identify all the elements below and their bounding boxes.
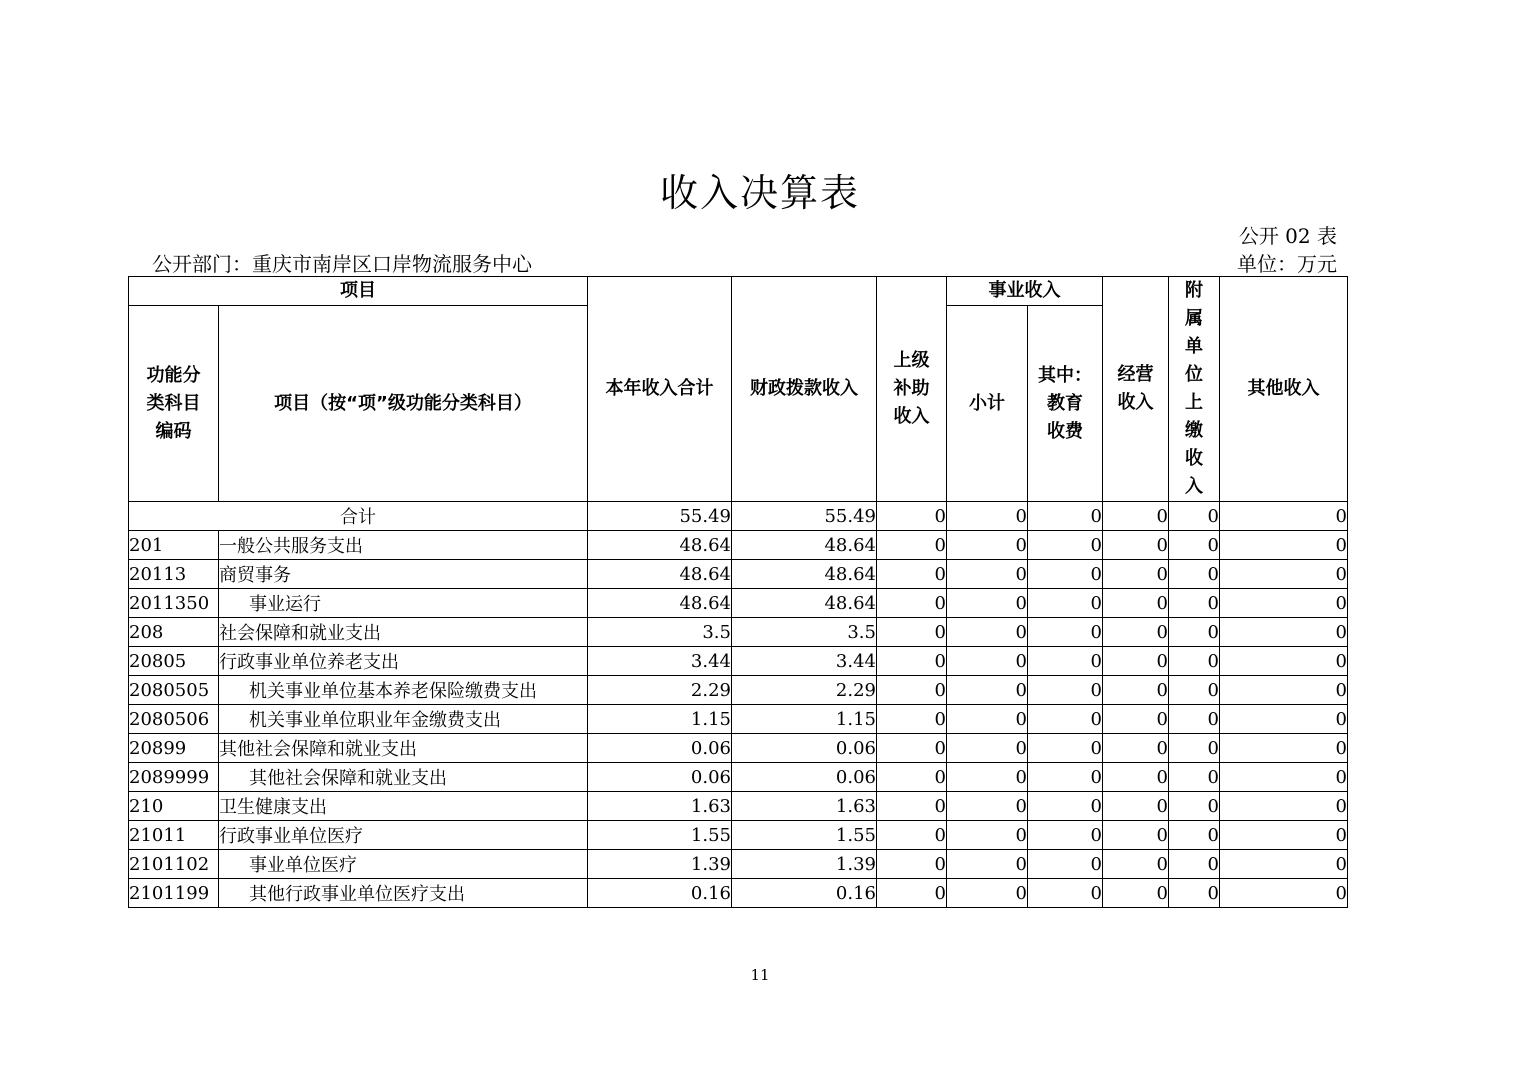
cell-operating-income: 0 (1103, 676, 1169, 705)
cell-total-income: 1.39 (588, 850, 732, 879)
cell-superior-subsidy: 0 (877, 850, 947, 879)
cell-function-code: 2101199 (129, 879, 219, 908)
cell-function-code: 21011 (129, 821, 219, 850)
cell-business-subtotal: 0 (947, 618, 1028, 647)
cell-item-name: 机关事业单位基本养老保险缴费支出 (219, 676, 588, 705)
cell-function-code: 20899 (129, 734, 219, 763)
cell-business-subtotal: 0 (947, 531, 1028, 560)
cell-other-income: 0 (1220, 705, 1348, 734)
cell-operating-income: 0 (1103, 560, 1169, 589)
cell-operating-income: 0 (1103, 763, 1169, 792)
cell-item-name: 其他行政事业单位医疗支出 (219, 879, 588, 908)
cell-fiscal-income: 0.06 (732, 734, 877, 763)
cell-total-income: 2.29 (588, 676, 732, 705)
cell-affiliated-income: 0 (1169, 705, 1220, 734)
table-row (129, 531, 1348, 560)
cell-fiscal-income: 1.55 (732, 821, 877, 850)
cell-affiliated-income: 0 (1169, 850, 1220, 879)
cell-total-income: 3.44 (588, 647, 732, 676)
header-affiliated-income: 附 属 单 位 上 缴 收 入 (1169, 277, 1220, 502)
total-label: 合计 (129, 502, 588, 531)
cell-affiliated-income: 0 (1169, 676, 1220, 705)
page-number: 11 (750, 966, 770, 984)
cell-affiliated-income: 0 (1169, 589, 1220, 618)
cell-education-fees: 0 (1028, 821, 1103, 850)
income-table (128, 276, 1348, 908)
cell-affiliated-income: 0 (1169, 792, 1220, 821)
table-row (129, 879, 1348, 908)
cell-item-name: 行政事业单位医疗 (219, 821, 588, 850)
cell-total-income: 0.06 (588, 763, 732, 792)
cell-business-subtotal: 0 (947, 879, 1028, 908)
cell-total-income: 1.55 (588, 821, 732, 850)
header-fiscal-income: 财政拨款收入 (732, 277, 877, 502)
cell-operating-income: 0 (1103, 821, 1169, 850)
cell-operating-income: 0 (1103, 647, 1169, 676)
cell-education-fees: 0 (1028, 531, 1103, 560)
cell-function-code: 210 (129, 792, 219, 821)
table-row (129, 647, 1348, 676)
header-item-name: 项目（按“项”级功能分类科目） (219, 306, 588, 502)
cell-superior-subsidy: 0 (877, 734, 947, 763)
cell-education-fees: 0 (1028, 589, 1103, 618)
cell-business-subtotal: 0 (947, 705, 1028, 734)
cell-fiscal-income: 1.39 (732, 850, 877, 879)
cell-education-fees: 0 (1028, 502, 1103, 531)
cell-other-income: 0 (1220, 734, 1348, 763)
header-superior-subsidy: 上级 补助 收入 (877, 277, 947, 502)
cell-fiscal-income: 2.29 (732, 676, 877, 705)
cell-business-subtotal: 0 (947, 502, 1028, 531)
cell-superior-subsidy: 0 (877, 560, 947, 589)
cell-item-name: 社会保障和就业支出 (219, 618, 588, 647)
cell-fiscal-income: 48.64 (732, 560, 877, 589)
cell-fiscal-income: 48.64 (732, 589, 877, 618)
cell-operating-income: 0 (1103, 502, 1169, 531)
cell-other-income: 0 (1220, 879, 1348, 908)
cell-other-income: 0 (1220, 792, 1348, 821)
cell-other-income: 0 (1220, 589, 1348, 618)
cell-total-income: 0.16 (588, 879, 732, 908)
cell-education-fees: 0 (1028, 705, 1103, 734)
cell-total-income: 3.5 (588, 618, 732, 647)
cell-business-subtotal: 0 (947, 734, 1028, 763)
cell-business-subtotal: 0 (947, 821, 1028, 850)
cell-operating-income: 0 (1103, 879, 1169, 908)
cell-item-name: 商贸事务 (219, 560, 588, 589)
table-row (129, 792, 1348, 821)
table-row (129, 734, 1348, 763)
cell-superior-subsidy: 0 (877, 647, 947, 676)
cell-other-income: 0 (1220, 560, 1348, 589)
cell-fiscal-income: 3.5 (732, 618, 877, 647)
cell-superior-subsidy: 0 (877, 676, 947, 705)
cell-function-code: 20113 (129, 560, 219, 589)
cell-function-code: 2080505 (129, 676, 219, 705)
cell-education-fees: 0 (1028, 879, 1103, 908)
cell-education-fees: 0 (1028, 676, 1103, 705)
cell-operating-income: 0 (1103, 618, 1169, 647)
cell-function-code: 20805 (129, 647, 219, 676)
cell-superior-subsidy: 0 (877, 531, 947, 560)
table-row (129, 618, 1348, 647)
cell-function-code: 208 (129, 618, 219, 647)
cell-superior-subsidy: 0 (877, 792, 947, 821)
cell-education-fees: 0 (1028, 560, 1103, 589)
cell-superior-subsidy: 0 (877, 705, 947, 734)
table-row (129, 589, 1348, 618)
cell-superior-subsidy: 0 (877, 879, 947, 908)
cell-operating-income: 0 (1103, 792, 1169, 821)
cell-operating-income: 0 (1103, 589, 1169, 618)
cell-other-income: 0 (1220, 676, 1348, 705)
cell-business-subtotal: 0 (947, 560, 1028, 589)
cell-fiscal-income: 1.63 (732, 792, 877, 821)
cell-other-income: 0 (1220, 763, 1348, 792)
header-operating-income: 经营 收入 (1103, 277, 1169, 502)
cell-business-subtotal: 0 (947, 676, 1028, 705)
cell-total-income: 1.63 (588, 792, 732, 821)
header-function-code: 功能分 类科目 编码 (129, 306, 219, 502)
cell-education-fees: 0 (1028, 647, 1103, 676)
cell-total-income: 48.64 (588, 589, 732, 618)
total-row (129, 502, 1348, 531)
cell-total-income: 48.64 (588, 560, 732, 589)
cell-item-name: 机关事业单位职业年金缴费支出 (219, 705, 588, 734)
table-row (129, 676, 1348, 705)
cell-function-code: 2089999 (129, 763, 219, 792)
header-other-income: 其他收入 (1220, 277, 1348, 502)
cell-education-fees: 0 (1028, 763, 1103, 792)
cell-education-fees: 0 (1028, 850, 1103, 879)
cell-business-subtotal: 0 (947, 589, 1028, 618)
cell-business-subtotal: 0 (947, 647, 1028, 676)
table-row (129, 763, 1348, 792)
cell-superior-subsidy: 0 (877, 502, 947, 531)
cell-business-subtotal: 0 (947, 763, 1028, 792)
cell-fiscal-income: 0.06 (732, 763, 877, 792)
cell-fiscal-income: 3.44 (732, 647, 877, 676)
cell-fiscal-income: 55.49 (732, 502, 877, 531)
cell-item-name: 其他社会保障和就业支出 (219, 763, 588, 792)
table-row (129, 705, 1348, 734)
cell-business-subtotal: 0 (947, 850, 1028, 879)
cell-other-income: 0 (1220, 647, 1348, 676)
header-subtotal: 小计 (947, 306, 1028, 502)
cell-affiliated-income: 0 (1169, 879, 1220, 908)
cell-affiliated-income: 0 (1169, 618, 1220, 647)
cell-superior-subsidy: 0 (877, 589, 947, 618)
cell-affiliated-income: 0 (1169, 502, 1220, 531)
header-education-fees: 其中： 教育 收费 (1028, 306, 1103, 502)
cell-fiscal-income: 0.16 (732, 879, 877, 908)
cell-affiliated-income: 0 (1169, 821, 1220, 850)
cell-item-name: 事业运行 (219, 589, 588, 618)
cell-other-income: 0 (1220, 531, 1348, 560)
cell-affiliated-income: 0 (1169, 647, 1220, 676)
cell-education-fees: 0 (1028, 618, 1103, 647)
header-project: 项目 (129, 277, 588, 306)
cell-item-name: 一般公共服务支出 (219, 531, 588, 560)
cell-superior-subsidy: 0 (877, 618, 947, 647)
cell-total-income: 0.06 (588, 734, 732, 763)
cell-function-code: 201 (129, 531, 219, 560)
cell-total-income: 1.15 (588, 705, 732, 734)
cell-education-fees: 0 (1028, 734, 1103, 763)
unit-label: 单位：万元 (1237, 252, 1337, 276)
table-row (129, 560, 1348, 589)
cell-total-income: 48.64 (588, 531, 732, 560)
cell-fiscal-income: 1.15 (732, 705, 877, 734)
cell-education-fees: 0 (1028, 792, 1103, 821)
cell-superior-subsidy: 0 (877, 821, 947, 850)
cell-item-name: 行政事业单位养老支出 (219, 647, 588, 676)
cell-other-income: 0 (1220, 618, 1348, 647)
cell-operating-income: 0 (1103, 850, 1169, 879)
table-row (129, 821, 1348, 850)
cell-affiliated-income: 0 (1169, 763, 1220, 792)
department-label: 公开部门：重庆市南岸区口岸物流服务中心 (152, 252, 532, 276)
cell-other-income: 0 (1220, 821, 1348, 850)
cell-other-income: 0 (1220, 502, 1348, 531)
cell-fiscal-income: 48.64 (732, 531, 877, 560)
cell-operating-income: 0 (1103, 705, 1169, 734)
cell-other-income: 0 (1220, 850, 1348, 879)
cell-affiliated-income: 0 (1169, 560, 1220, 589)
cell-superior-subsidy: 0 (877, 763, 947, 792)
table-row (129, 850, 1348, 879)
header-business-income: 事业收入 (947, 277, 1103, 306)
cell-function-code: 2080506 (129, 705, 219, 734)
cell-item-name: 事业单位医疗 (219, 850, 588, 879)
cell-total-income: 55.49 (588, 502, 732, 531)
cell-operating-income: 0 (1103, 734, 1169, 763)
cell-operating-income: 0 (1103, 531, 1169, 560)
cell-function-code: 2101102 (129, 850, 219, 879)
header-total-income: 本年收入合计 (588, 277, 732, 502)
cell-function-code: 2011350 (129, 589, 219, 618)
page-title: 收入决算表 (659, 171, 860, 215)
cell-business-subtotal: 0 (947, 792, 1028, 821)
cell-affiliated-income: 0 (1169, 734, 1220, 763)
table-number: 公开 02 表 (1238, 224, 1337, 248)
cell-affiliated-income: 0 (1169, 531, 1220, 560)
cell-item-name: 其他社会保障和就业支出 (219, 734, 588, 763)
cell-item-name: 卫生健康支出 (219, 792, 588, 821)
